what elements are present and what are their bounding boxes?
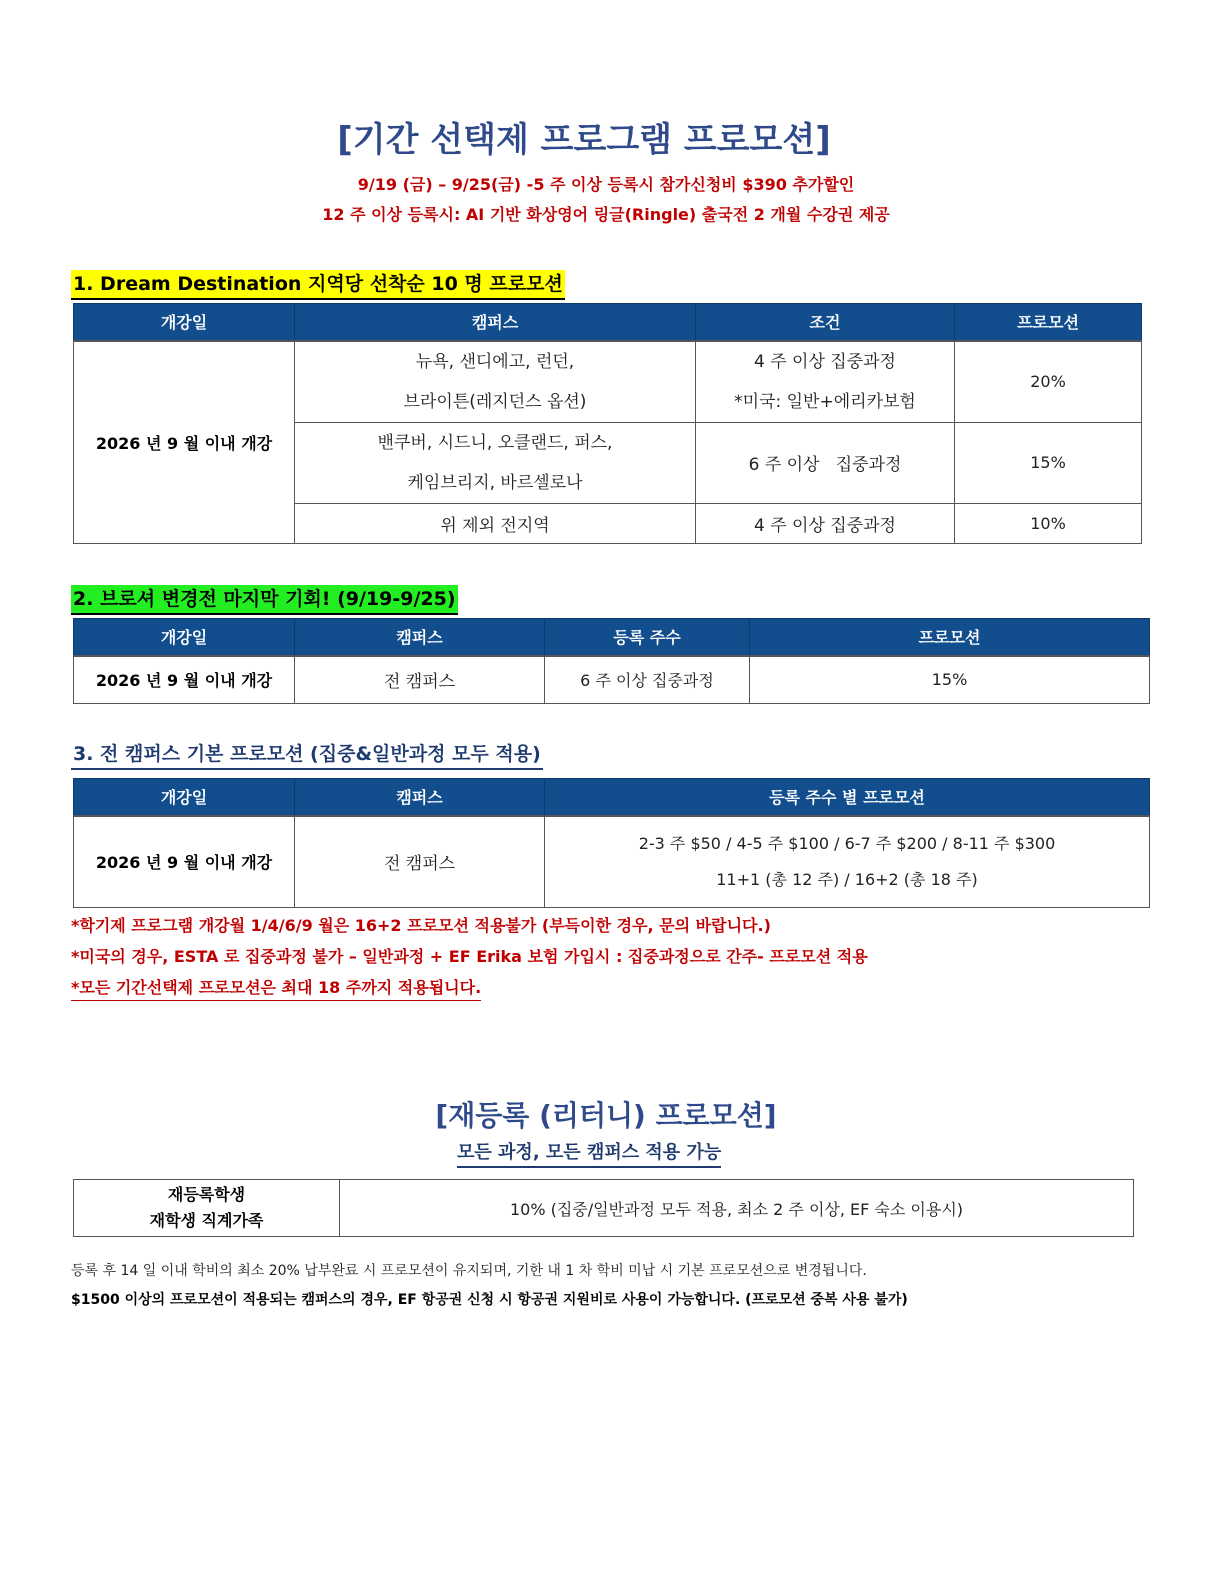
col-header-date: 개강일 [74,779,295,816]
footer-line-1: 등록 후 14 일 이내 학비의 최소 20% 납부완료 시 프로모션이 유지되며, 기한 내 1 차 학비 미납 시 기본 프로모션으로 변경됩니다. [71,1263,867,1279]
condition-cell: 4 주 이상 집중과정 [696,503,955,543]
campus-cell: 위 제외 전지역 [295,503,696,543]
col-header-promo: 등록 주수 별 프로모션 [545,779,1150,816]
section3-heading: 3. 전 캠퍼스 기본 프로모션 (집중&일반과정 모두 적용) [71,740,543,770]
start-date-cell: 2026 년 9 월 이내 개강 [74,656,295,704]
returnee-label-cell: 재등록학생 재학생 직계가족 [74,1180,340,1237]
promo-cell: 10% [955,503,1142,543]
returnee-value-cell: 10% (집중/일반과정 모두 적용, 최소 2 주 이상, EF 숙소 이용시) [340,1180,1134,1237]
campus-cell: 전 캠퍼스 [295,816,545,908]
start-date-cell: 2026 년 9 월 이내 개강 [74,816,295,908]
col-header-date: 개강일 [74,304,295,341]
col-header-date: 개강일 [74,619,295,656]
section3-table [73,778,1150,908]
footer-line-2: $1500 이상의 프로모션이 적용되는 캠퍼스의 경우, EF 항공권 신청 시 항공권 지원비로 사용이 가능합니다. (프로모션 중복 사용 불가) [71,1292,908,1308]
condition-cell: 4 주 이상 집중과정 *미국: 일반+에리카보험 [696,341,955,423]
promo-cell: 20% [955,341,1142,423]
col-header-condition: 조건 [696,304,955,341]
col-header-promo: 프로모션 [955,304,1142,341]
note-2: *미국의 경우, ESTA 로 집중과정 불가 – 일반과정 + EF Erika 보험 가입시 : 집중과정으로 간주- 프로모션 적용 [71,947,868,966]
returnee-table [73,1179,1134,1237]
weeks-cell: 6 주 이상 집중과정 [545,656,750,704]
campus-cell: 밴쿠버, 시드니, 오클랜드, 퍼스, 케임브리지, 바르셀로나 [295,422,696,503]
col-header-campus: 캠퍼스 [295,619,545,656]
note-1: *학기제 프로그램 개강월 1/4/6/9 월은 16+2 프로모션 적용불가 (부득이한 경우, 문의 바랍니다.) [71,916,771,935]
condition-cell: 6 주 이상 집중과정 [696,422,955,503]
section2-heading: 2. 브로셔 변경전 마지막 기회! (9/19-9/25) [71,585,458,615]
promo-subtitle-2: 12 주 이상 등록시: AI 기반 화상영어 링글(Ringle) 출국전 2 개월 수강권 제공 [322,205,890,224]
promo-cell: 2-3 주 $50 / 4-5 주 $100 / 6-7 주 $200 / 8-11 주 $300 11+1 (총 12 주) / 16+2 (총 18 주) [545,816,1150,908]
start-date-cell: 2026 년 9 월 이내 개강 [74,341,295,544]
promo-cell: 15% [750,656,1150,704]
promo-cell: 15% [955,422,1142,503]
note-3: *모든 기간선택제 프로모션은 최대 18 주까지 적용됩니다. [71,975,481,1001]
col-header-campus: 캠퍼스 [295,304,696,341]
returnee-title: [재등록 (리터니) 프로모션] [435,1099,777,1132]
promo-subtitle-1: 9/19 (금) – 9/25(금) -5 주 이상 등록시 참가신청비 $390 추가할인 [357,175,855,194]
campus-cell: 뉴욕, 샌디에고, 런던, 브라이튼(레지던스 옵션) [295,341,696,423]
section1-heading: 1. Dream Destination 지역당 선착순 10 명 프로모션 [71,270,565,300]
col-header-weeks: 등록 주수 [545,619,750,656]
page-title: [기간 선택제 프로그램 프로모션] [337,120,831,160]
returnee-subtitle: 모든 과정, 모든 캠퍼스 적용 가능 [457,1140,721,1168]
section1-table [73,303,1142,544]
campus-cell: 전 캠퍼스 [295,656,545,704]
col-header-campus: 캠퍼스 [295,779,545,816]
section2-table [73,618,1150,704]
col-header-promo: 프로모션 [750,619,1150,656]
